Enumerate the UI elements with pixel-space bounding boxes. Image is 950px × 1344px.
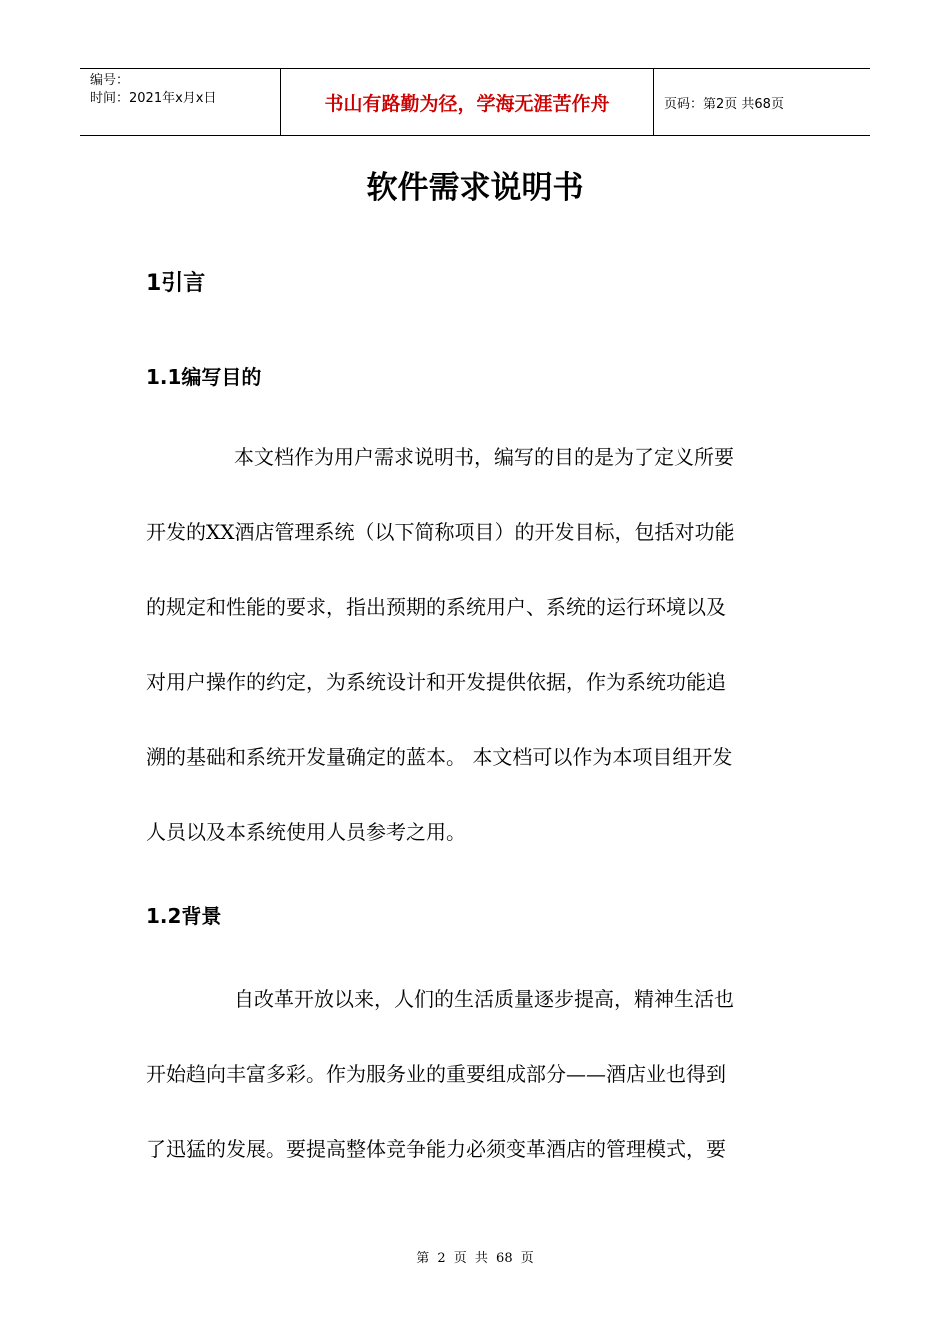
paragraph-line: 溯的基础和系统开发量确定的蓝本。 本文档可以作为本项目组开发 xyxy=(146,745,733,769)
paragraph-line: 的规定和性能的要求，指出预期的系统用户、系统的运行环境以及 xyxy=(146,595,726,619)
header-info-cell xyxy=(80,69,281,135)
section-heading-introduction: 1引言 xyxy=(146,271,206,296)
paragraph-line: 对用户操作的约定，为系统设计和开发提供依据，作为系统功能追 xyxy=(146,670,726,694)
paragraph-background xyxy=(146,962,806,1187)
paragraph-purpose xyxy=(146,420,806,870)
paragraph-line: 本文档作为用户需求说明书，编写的目的是为了定义所要 xyxy=(234,445,734,469)
paragraph-line: 了迅猛的发展。要提高整体竞争能力必须变革酒店的管理模式，要 xyxy=(146,1137,726,1161)
header-motto: 书山有路勤为径，学海无涯苦作舟 xyxy=(281,69,654,135)
page-header xyxy=(80,68,870,136)
document-number-label: 编号： xyxy=(90,73,130,88)
paragraph-line: 开始趋向丰富多彩。作为服务业的重要组成部分——酒店业也得到 xyxy=(146,1062,726,1086)
paragraph-line: 自改革开放以来，人们的生活质量逐步提高，精神生活也 xyxy=(234,987,734,1011)
section-heading-purpose: 1.1编写目的 xyxy=(146,365,262,389)
section-heading-background: 1.2背景 xyxy=(146,904,222,928)
header-page-number: 页码：第2页 共68页 xyxy=(664,96,784,112)
paragraph-line: 人员以及本系统使用人员参考之用。 xyxy=(146,820,466,844)
document-title: 软件需求说明书 xyxy=(366,170,584,206)
document-date-label: 时间：2021年x月x日 xyxy=(90,91,217,106)
paragraph-line: 开发的XX酒店管理系统（以下简称项目）的开发目标，包括对功能 xyxy=(146,520,735,544)
page-footer: 第 2 页 共 68 页 xyxy=(416,1251,534,1266)
